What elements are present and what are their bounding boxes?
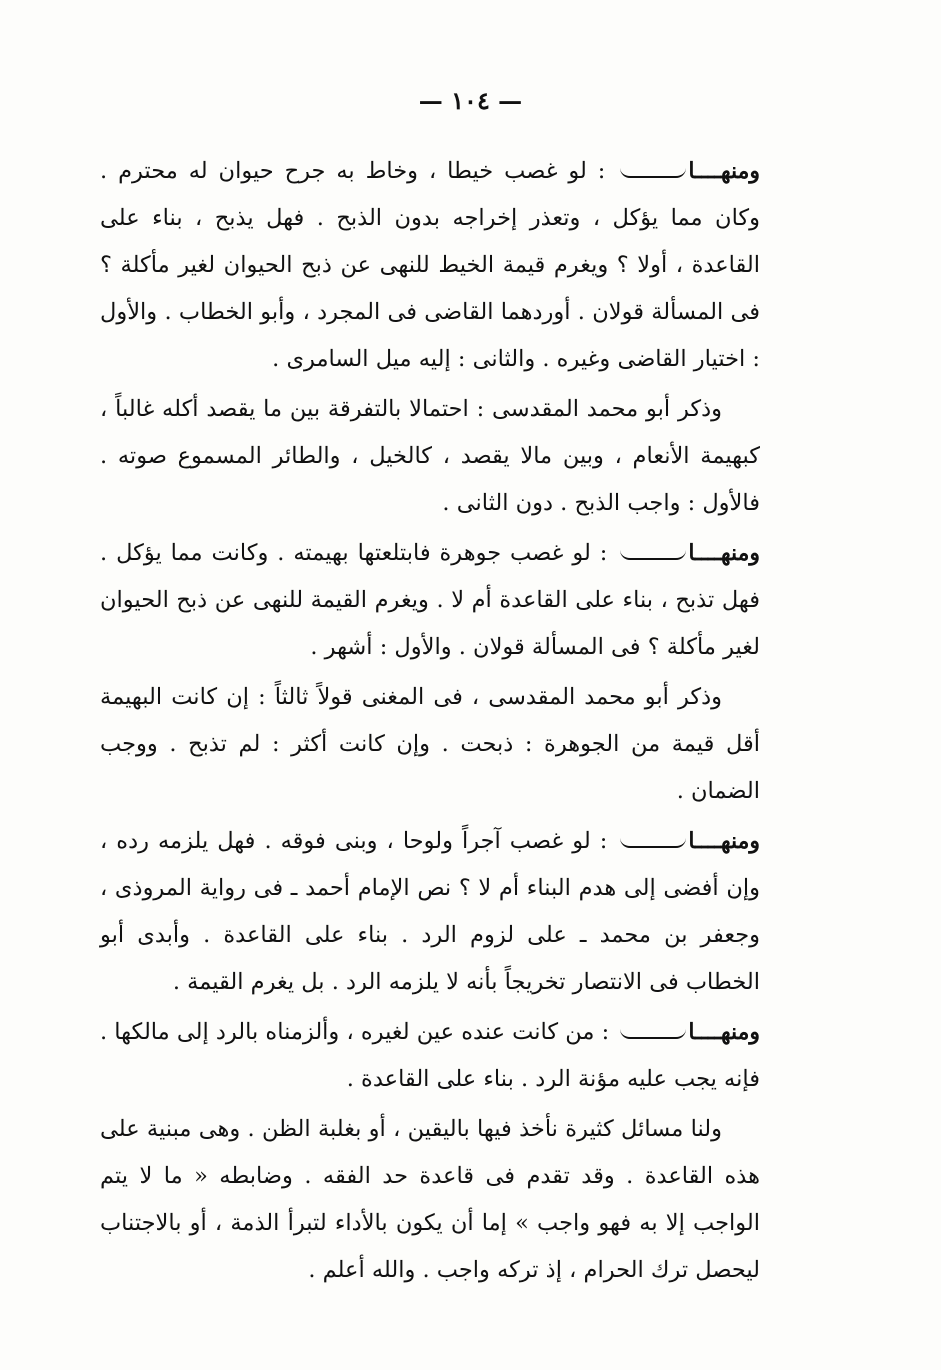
paragraph-text: ولنا مسائل كثيرة نأخذ فيها باليقين ، أو بغلبة الظن . وهى مبنية على هذه القاعدة . وقد تقدم فى قاعدة حد الفقه . وضابطه « ما لا يتم الواجب إلا به فهو واجب » إما أن يكون بالأداء لتبرأ الذمة ، أو بالاجتناب ليحصل ترك الحرام ، إذ تركه واجب . والله أعلم .: [100, 1116, 760, 1283]
paragraph-text: : لو غصب خيطا ، وخاط به جرح حيوان له محترم . وكان مما يؤكل ، وتعذر إخراجه بدون الذبح . فهل يذبح ، بناء على القاعدة ، أولا ؟ ويغرم قيمة الخيط للنهى عن ذبح الحيوان لغير مأكلة ؟ فى المسألة قولان . أوردهما القاضى فى المجرد ، وأبو الخطاب . والأول : اختيار القاضى وغيره . والثانى : إليه ميل السامرى .: [100, 158, 760, 372]
paragraph-text: : لو غصب جوهرة فابتلعتها بهيمته . وكانت مما يؤكل . فهل تذبح ، بناء على القاعدة أم لا . ويغرم القيمة للنهى عن ذبح الحيوان لغير مأكلة ؟ فى المسألة قولان . والأول : أشهر .: [100, 540, 760, 660]
lead-underline: [620, 836, 686, 848]
paragraph-lead: ومنهــــا: [688, 828, 760, 854]
paragraph-1: [100, 148, 760, 383]
paragraph-text: وذكر أبو محمد المقدسى ، فى المغنى قولاً ثالثاً : إن كانت البهيمة أقل قيمة من الجوهرة : ذبحت . وإن كانت أكثر : لم تذبح . ووجب الضمان .: [100, 684, 760, 804]
lead-underline: [620, 166, 686, 178]
paragraph-text: : من كانت عنده عين لغيره ، وألزمناه بالرد إلى مالكها . فإنه يجب عليه مؤنة الرد . بناء على القاعدة .: [99, 1019, 760, 1092]
paragraph-3: [100, 530, 760, 671]
paragraph-6: [100, 1009, 760, 1103]
page-number: — ١٠٤ —: [418, 86, 523, 115]
paragraph-2: [100, 386, 760, 527]
lead-underline: [620, 548, 686, 560]
paragraph-7: [100, 1106, 760, 1294]
paragraph-text: : لو غصب آجراً ولوحا ، وبنى فوقه . فهل يلزمه رده ، وإن أفضى إلى هدم البناء أم لا ؟ نص الإمام أحمد ـ فى رواية المروذى ، وجعفر بن محمد ـ على لزوم الرد . بناء على القاعدة . وأبدى أبو الخطاب فى الانتصار تخريجاً بأنه لا يلزمه الرد . بل يغرم القيمة .: [100, 828, 760, 995]
paragraph-lead: ومنهــــا: [688, 540, 760, 566]
lead-underline: [620, 1027, 686, 1039]
paragraph-text: وذكر أبو محمد المقدسى : احتمالا بالتفرقة بين ما يقصد أكله غالباً ، كبهيمة الأنعام ، وبين مالا يقصد ، كالخيل ، والطائر المسموع صوته . فالأول : واجب الذبح . دون الثانى .: [100, 396, 760, 516]
paragraph-lead: ومنهــــا: [688, 1019, 760, 1045]
body-text: [100, 148, 760, 1294]
paragraph-lead: ومنهــــا: [688, 158, 760, 184]
paragraph-5: [100, 818, 760, 1006]
paragraph-4: [100, 674, 760, 815]
